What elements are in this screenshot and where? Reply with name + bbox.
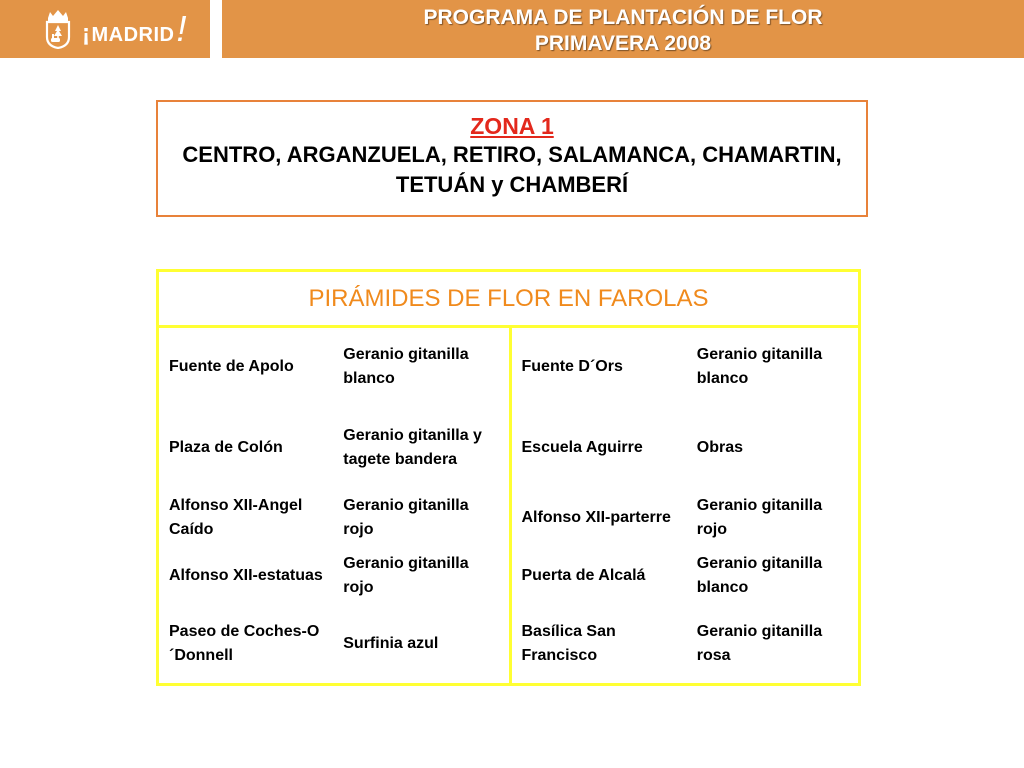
plant-cell: Geranio gitanilla rojo [333,547,510,605]
logo-wordmark [82,7,188,49]
plant-cell: Geranio gitanilla blanco [696,346,823,388]
location-cell: Puerta de Alcalá [521,566,646,584]
table-heading: PIRÁMIDES DE FLOR EN FAROLAS [158,271,860,327]
zone-description: CENTRO, ARGANZUELA, RETIRO, SALAMANCA, CHAMARTIN, TETUÁN y CHAMBERÍ [182,142,842,197]
table-row [158,489,860,547]
madrid-logo [0,0,210,58]
zone-box [156,100,868,217]
page-title [222,0,1024,58]
plant-cell: Geranio gitanilla y tagete bandera [333,407,510,489]
table-row [158,327,860,407]
location-cell: Plaza de Colón [169,438,283,456]
zone-title: ZONA 1 [470,113,554,139]
table-row [158,407,860,489]
logo-exclamation-close: ! [176,7,188,49]
location-cell: Paseo de Coches-O´Donnell [169,622,320,664]
plant-cell: Geranio gitanilla rojo [696,496,823,538]
plant-cell: Geranio gitanilla rojo [333,489,510,547]
plant-cell: Geranio gitanilla blanco [696,554,823,596]
logo-exclamation-open: ¡ [82,19,91,47]
plant-cell: Geranio gitanilla rosa [696,622,823,664]
madrid-coat-of-arms-icon [44,9,72,49]
plant-cell: Obras [696,438,743,456]
plant-cell: Geranio gitanilla blanco [333,327,510,407]
location-cell: Alfonso XII-parterre [521,508,671,526]
page-title-line-1: PROGRAMA DE PLANTACIÓN DE FLOR [423,6,823,29]
flower-table [156,269,861,686]
table-row [158,547,860,605]
plant-cell: Surfinia azul [333,605,510,685]
location-cell: Escuela Aguirre [521,438,643,456]
page-title-line-2: PRIMAVERA 2008 [534,32,712,55]
location-cell: Fuente de Apolo [169,358,294,376]
logo-name: MADRID [91,23,175,46]
location-cell: Alfonso XII-estatuas [169,566,323,584]
location-cell: Fuente D´Ors [521,358,623,376]
location-cell: Basílica San Francisco [521,622,616,664]
table-row [158,605,860,685]
location-cell: Alfonso XII-Angel Caído [169,496,303,538]
table-header-row [158,271,860,327]
